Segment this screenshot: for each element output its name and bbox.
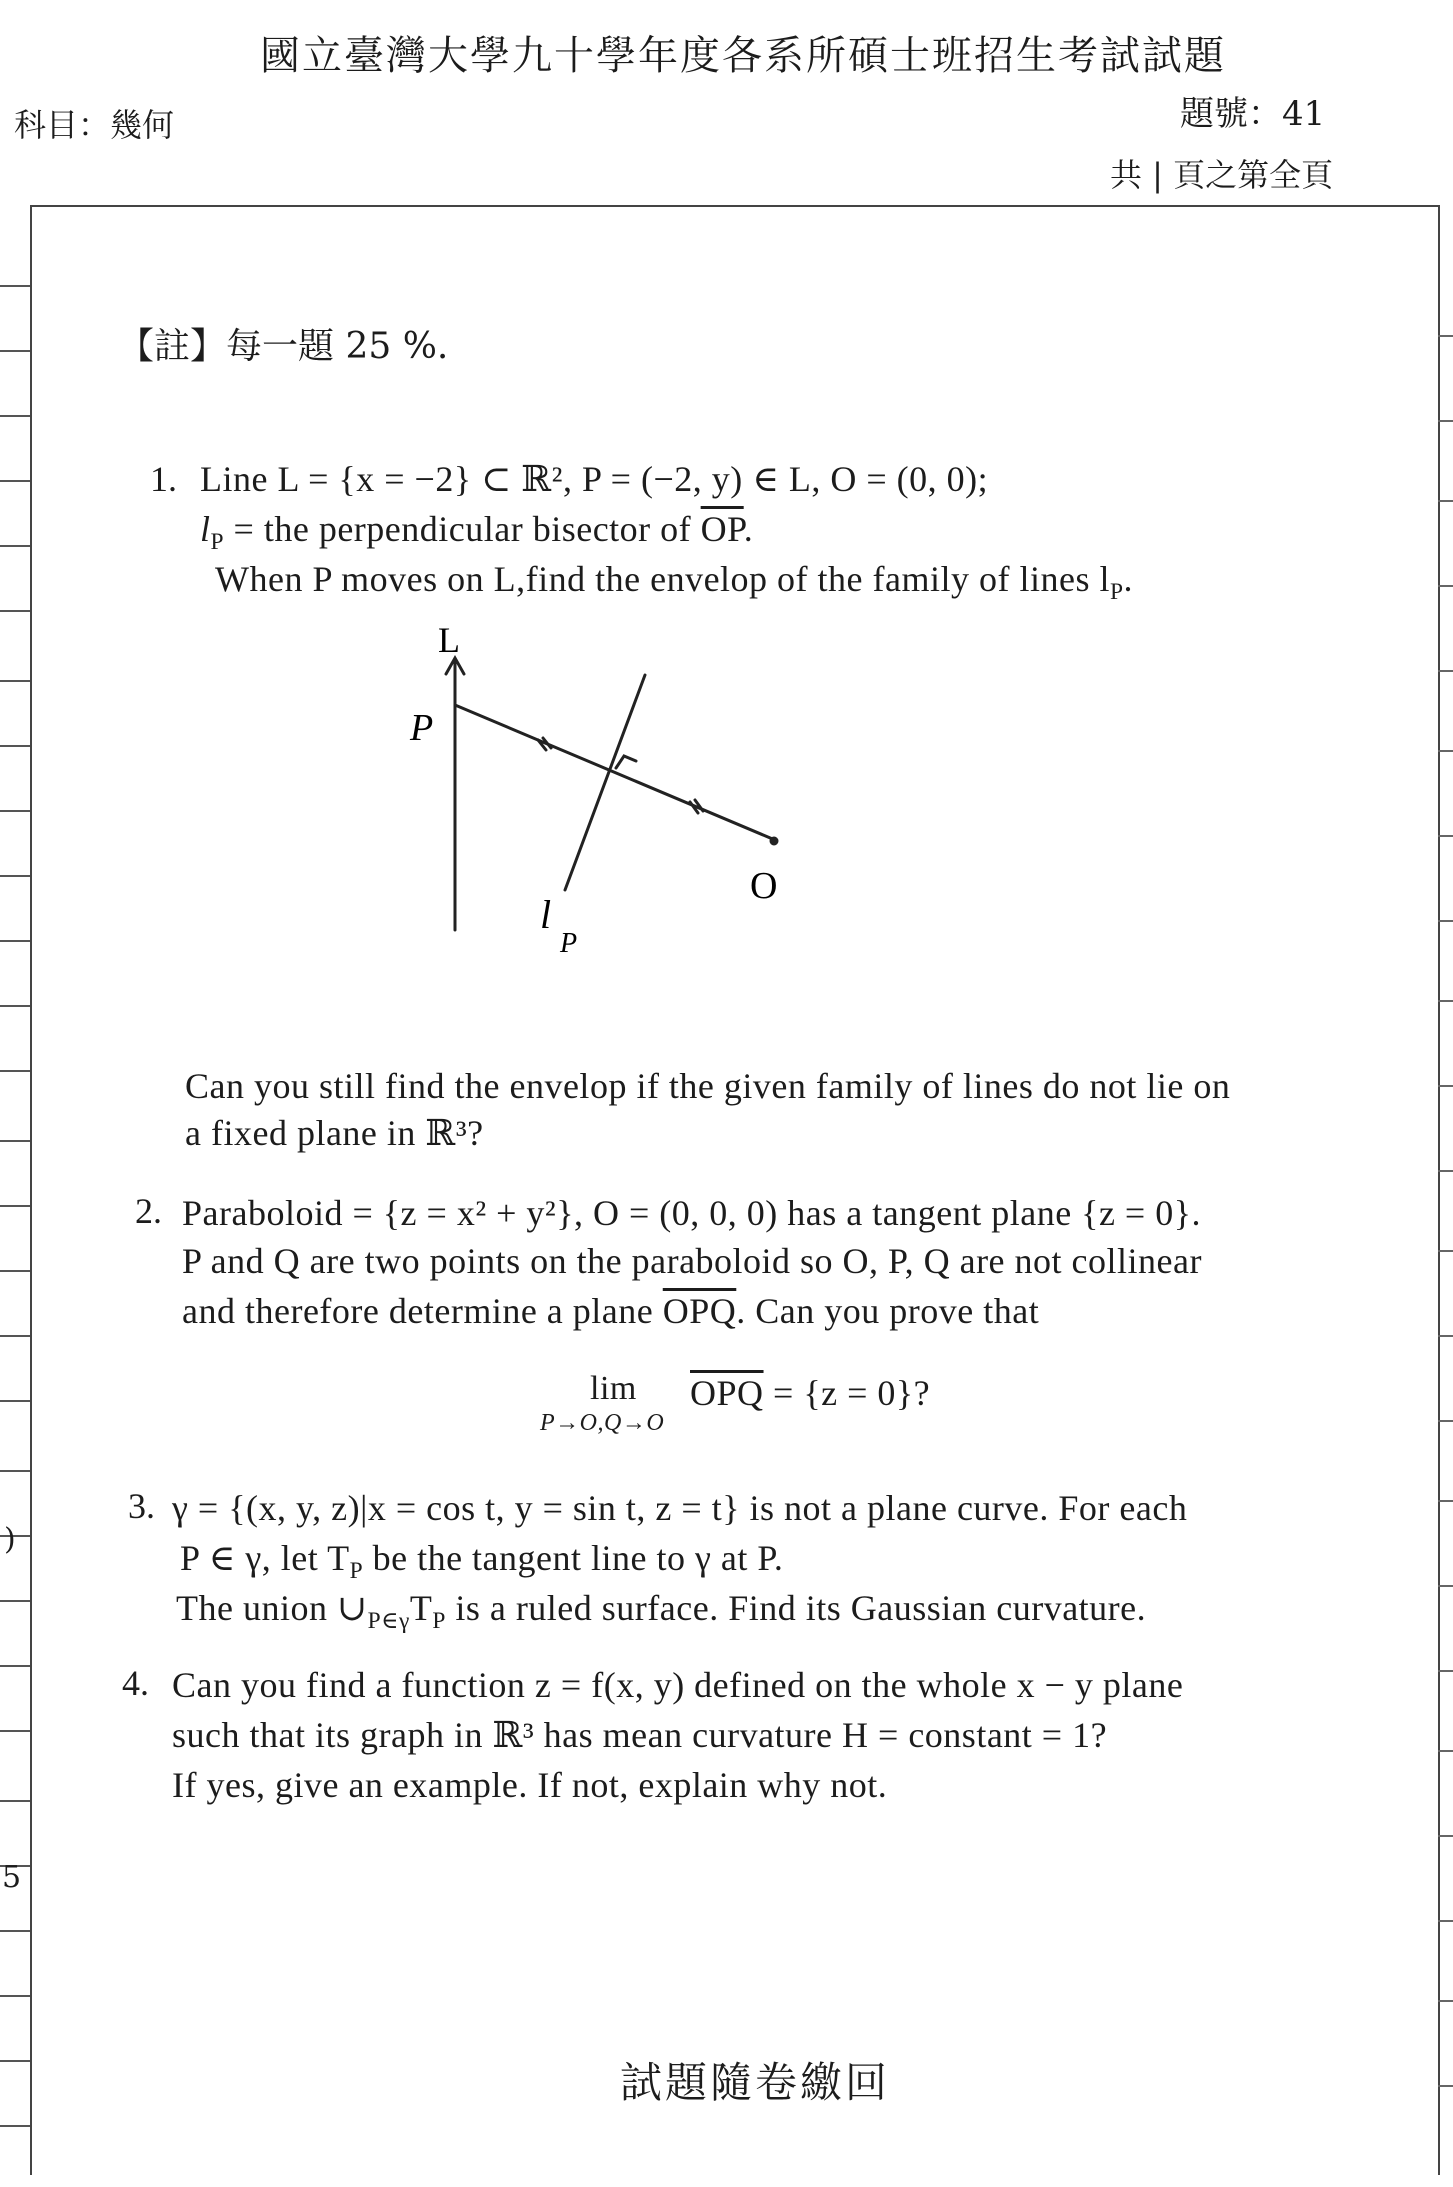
footer-return-notice: 試題隨卷繳回	[620, 2058, 891, 2107]
problem-4-line-2: such that its graph in ℝ³ has mean curvature H = constant = 1?	[172, 1715, 1108, 1755]
problem-1-followup-2: a fixed plane in ℝ³?	[185, 1113, 484, 1153]
problem-2-line-2: P and Q are two points on the paraboloid so O, P, Q are not collinear	[182, 1241, 1202, 1281]
limit-result: = {z = 0}?	[763, 1373, 931, 1413]
problem-3-line-3	[176, 1587, 1146, 1635]
label-p: P	[410, 707, 434, 749]
problem-1-line-2	[200, 508, 753, 556]
subject-label: 科目：幾何	[14, 106, 175, 144]
segment-op-line	[455, 705, 775, 840]
perpendicular-bisector-diagram	[390, 610, 810, 970]
problem-2-number: 2.	[135, 1191, 162, 1231]
problem-1-line-3-text: When P moves on L,find the envelop of the family of lines l	[215, 559, 1110, 599]
label-lp-sub: P	[560, 928, 578, 959]
bisector-line	[565, 675, 645, 890]
point-o-dot	[771, 838, 777, 844]
problem-3-line-1: γ = {(x, y, z)|x = cos t, y = sin t, z = t} is not a plane curve. For each	[172, 1488, 1188, 1528]
problem-1-number: 1.	[150, 459, 177, 499]
problem-1-line-3-end: .	[1123, 559, 1133, 599]
problem-3-number: 3.	[128, 1486, 155, 1526]
limit-subscript: P→O,Q→O	[540, 1410, 665, 1436]
problem-4-number: 4.	[122, 1663, 149, 1703]
problem-3-line-3-end: is a ruled surface. Find its Gaussian curvature.	[445, 1588, 1147, 1628]
problem-2-line-3	[182, 1290, 1039, 1332]
right-angle-mark	[616, 756, 636, 768]
plane-opq: $\overline{OPQ}$	[662, 1291, 737, 1331]
question-number: 題號：41	[1180, 94, 1326, 134]
answer-frame	[30, 205, 1440, 2175]
union-subscript: P∈γ	[367, 1608, 410, 1635]
problem-3-line-3-text: The union ∪	[176, 1588, 368, 1628]
margin-mark-paren: )	[4, 1522, 16, 1557]
problem-2-line-3-text: and therefore determine a plane	[182, 1291, 663, 1331]
limit-word: lim	[590, 1370, 637, 1407]
scoring-note: 【註】每一題 25 %.	[118, 326, 449, 367]
problem-3-line-2-end: be the tangent line to γ at P.	[363, 1538, 784, 1578]
problem-1-line-2-end: .	[743, 509, 754, 549]
problem-2-line-1: Paraboloid = {z = x² + y²}, O = (0, 0, 0) has a tangent plane {z = 0}.	[182, 1193, 1202, 1233]
problem-1-line-1: Line L = {x = −2} ⊂ ℝ², P = (−2, y) ∈ L, O = (0, 0);	[200, 459, 989, 499]
tp-subscript: P	[349, 1558, 364, 1585]
problem-1-line-2-text: = the perpendicular bisector of	[224, 509, 701, 549]
page-title: 國立臺灣大學九十學年度各系所碩士班招生考試試題	[260, 33, 1226, 79]
tp-subscript-2: P	[432, 1608, 446, 1635]
limit-expression	[690, 1372, 930, 1414]
lp-subscript: P	[210, 529, 225, 556]
problem-2-line-3-end: . Can you prove that	[736, 1291, 1040, 1331]
problem-1-line-3	[215, 558, 1133, 606]
margin-mark-five: 5	[2, 1860, 22, 1895]
problem-4-line-3: If yes, give an example. If not, explain why not.	[172, 1765, 888, 1805]
label-lp: l	[540, 892, 552, 937]
page-info: 共 | 頁之第全頁	[1110, 156, 1334, 194]
segment-op: $\overline{OP}$	[700, 509, 744, 549]
lp-symbol: l	[200, 509, 211, 549]
label-o: O	[750, 865, 778, 907]
tp-symbol: T	[409, 1588, 433, 1628]
problem-3-line-2	[180, 1537, 783, 1585]
label-l: L	[438, 620, 460, 660]
limit-plane-opq: $\overline{OPQ}$	[690, 1373, 764, 1413]
problem-3-line-2-text: P ∈ γ, let T	[180, 1538, 350, 1578]
problem-4-line-1: Can you find a function z = f(x, y) defined on the whole x − y plane	[172, 1665, 1184, 1705]
problem-1-followup-1: Can you still find the envelop if the given family of lines do not lie on	[185, 1066, 1231, 1106]
problem-1-line-3-sub: P	[1109, 579, 1124, 606]
